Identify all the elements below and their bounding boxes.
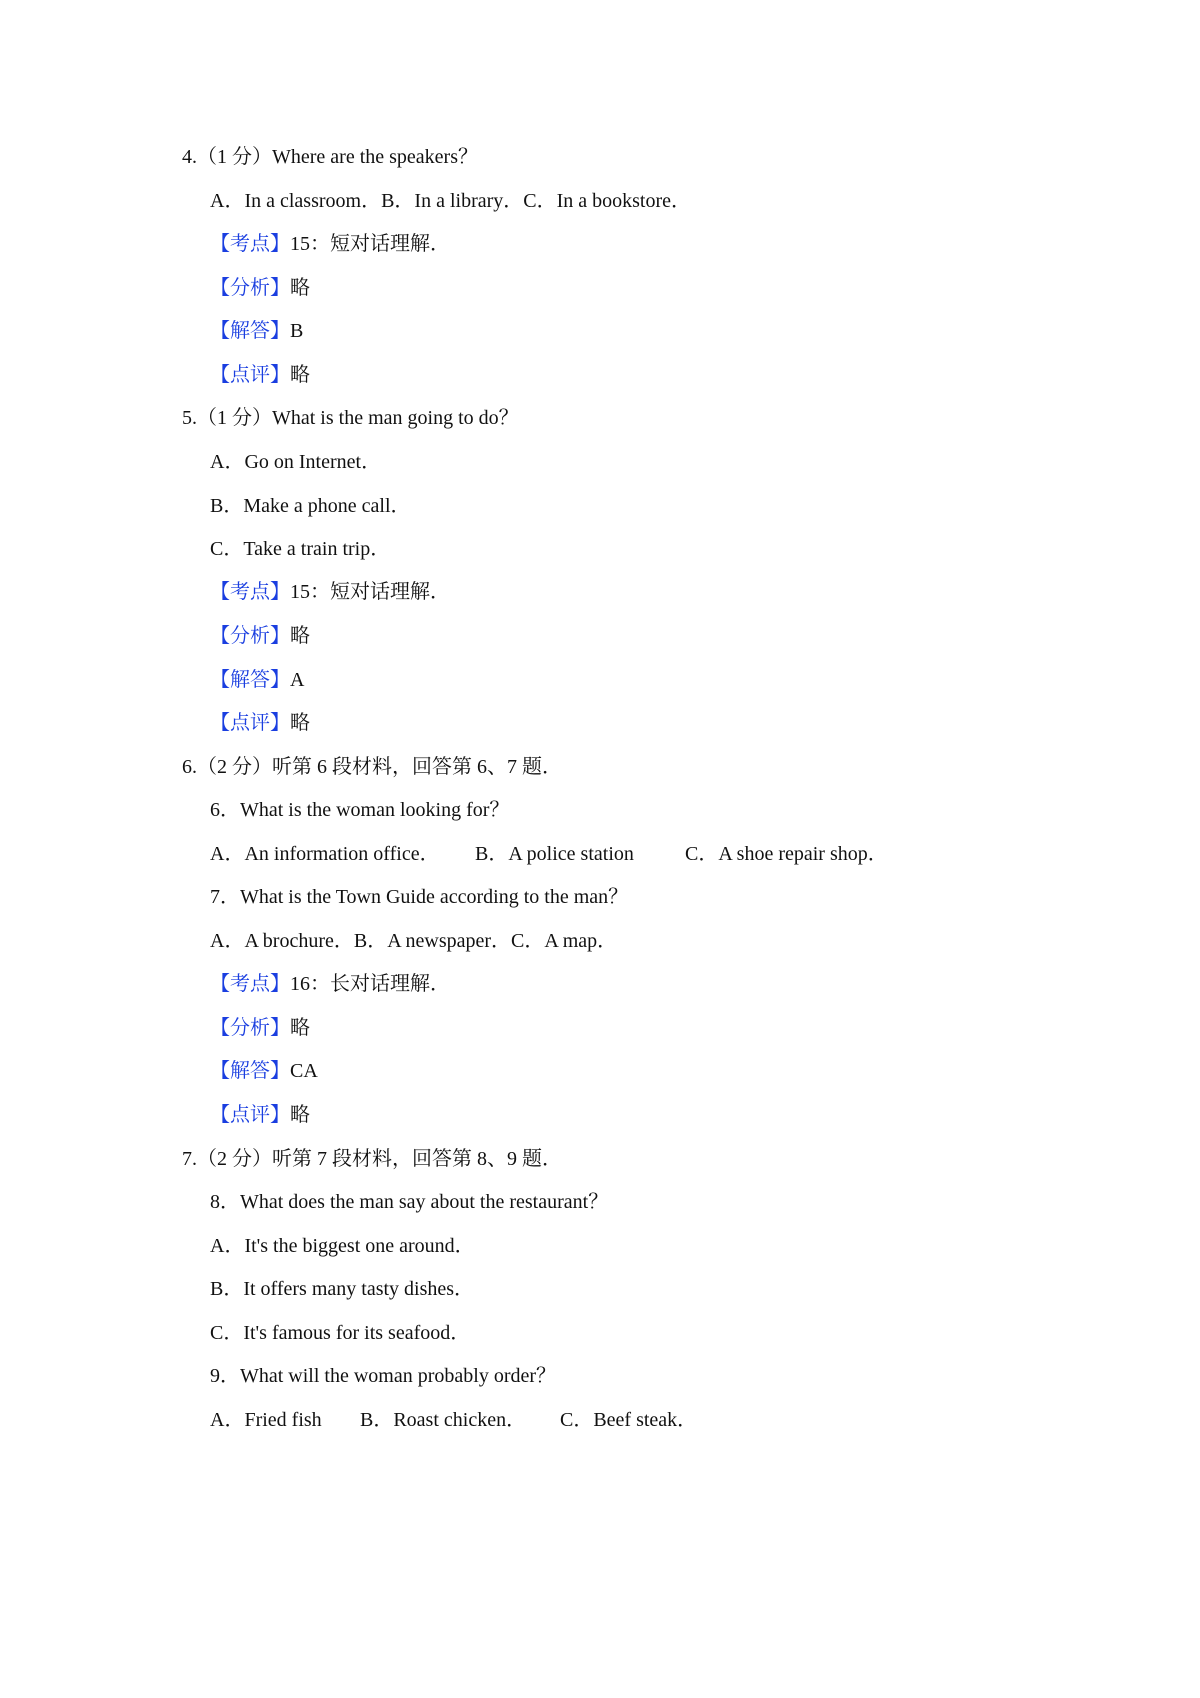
q6-stem: 6.（2 分）听第 6 段材料，回答第 6、7 题． [182,756,562,778]
q4-kaodian-text: 15：短对话理解． [290,233,450,255]
tag-dianping: 【点评】 [210,1104,290,1126]
q6-sub6-options [210,839,888,869]
q5-option-a: A．Go on Internet． [210,451,382,473]
q5-jieda [210,665,304,695]
q6-dianping [210,1100,310,1130]
q6-jieda [210,1056,318,1086]
tag-kaodian: 【考点】 [210,973,290,995]
q6-sub6-option-a: A．An information office． [210,843,440,865]
tag-jieda: 【解答】 [210,1060,290,1082]
q5-dianping-text: 略 [290,712,310,734]
q7-sub9-option-a: A．Fried fish [210,1409,322,1431]
tag-dianping: 【点评】 [210,364,290,386]
q6-sub7-options: A．A brochure．B．A newspaper．C．A map． [210,930,618,952]
q5-kaodian [210,577,450,607]
q6-dianping-text: 略 [290,1104,310,1126]
q5-answer: A [290,669,305,691]
q4-answer: B [290,320,304,342]
q4-dianping [210,360,310,390]
tag-fenxi: 【分析】 [210,1017,290,1039]
q5-fenxi-text: 略 [290,625,310,647]
q6-sub7-stem: 7．What is the Town Guide according to the man？ [210,886,629,908]
q4-dianping-text: 略 [290,364,310,386]
q5-fenxi [210,621,310,651]
tag-fenxi: 【分析】 [210,277,290,299]
q6-answer: CA [290,1060,318,1082]
q6-sub6-option-c: C．A shoe repair shop． [685,843,888,865]
q7-sub8-option-a: A．It's the biggest one around． [210,1235,475,1257]
tag-dianping: 【点评】 [210,712,290,734]
q7-stem: 7.（2 分）听第 7 段材料，回答第 8、9 题． [182,1148,562,1170]
q4-stem: 4.（1 分）Where are the speakers？ [182,146,478,168]
q5-stem: 5.（1 分）What is the man going to do？ [182,407,519,429]
q5-kaodian-text: 15：短对话理解． [290,581,450,603]
q6-fenxi-text: 略 [290,1017,310,1039]
q6-kaodian-text: 16：长对话理解． [290,973,450,995]
q7-sub9-options [210,1405,697,1435]
tag-kaodian: 【考点】 [210,233,290,255]
q7-sub9-stem: 9．What will the woman probably order？ [210,1365,557,1387]
q7-sub8-stem: 8．What does the man say about the restaurant？ [210,1191,609,1213]
q5-dianping [210,708,310,738]
q6-fenxi [210,1013,310,1043]
tag-jieda: 【解答】 [210,669,290,691]
q7-sub8-option-b: B．It offers many tasty dishes． [210,1278,475,1300]
tag-kaodian: 【考点】 [210,581,290,603]
q7-sub9-option-b: B．Roast chicken． [360,1409,527,1431]
q7-sub9-option-c: C．Beef steak． [560,1409,698,1431]
q4-jieda [210,316,303,346]
q6-kaodian [210,969,450,999]
q7-sub8-option-c: C．It's famous for its seafood． [210,1322,471,1344]
q6-sub6-stem: 6．What is the woman looking for？ [210,799,510,821]
tag-fenxi: 【分析】 [210,625,290,647]
tag-jieda: 【解答】 [210,320,290,342]
q4-fenxi-text: 略 [290,277,310,299]
q6-sub6-option-b: B．A police station [475,843,634,865]
q4-kaodian [210,229,450,259]
q4-options: A．In a classroom．B．In a library．C．In a bookstore． [210,190,692,212]
q5-option-b: B．Make a phone call． [210,495,411,517]
q4-fenxi [210,273,310,303]
q5-option-c: C．Take a train trip． [210,538,391,560]
